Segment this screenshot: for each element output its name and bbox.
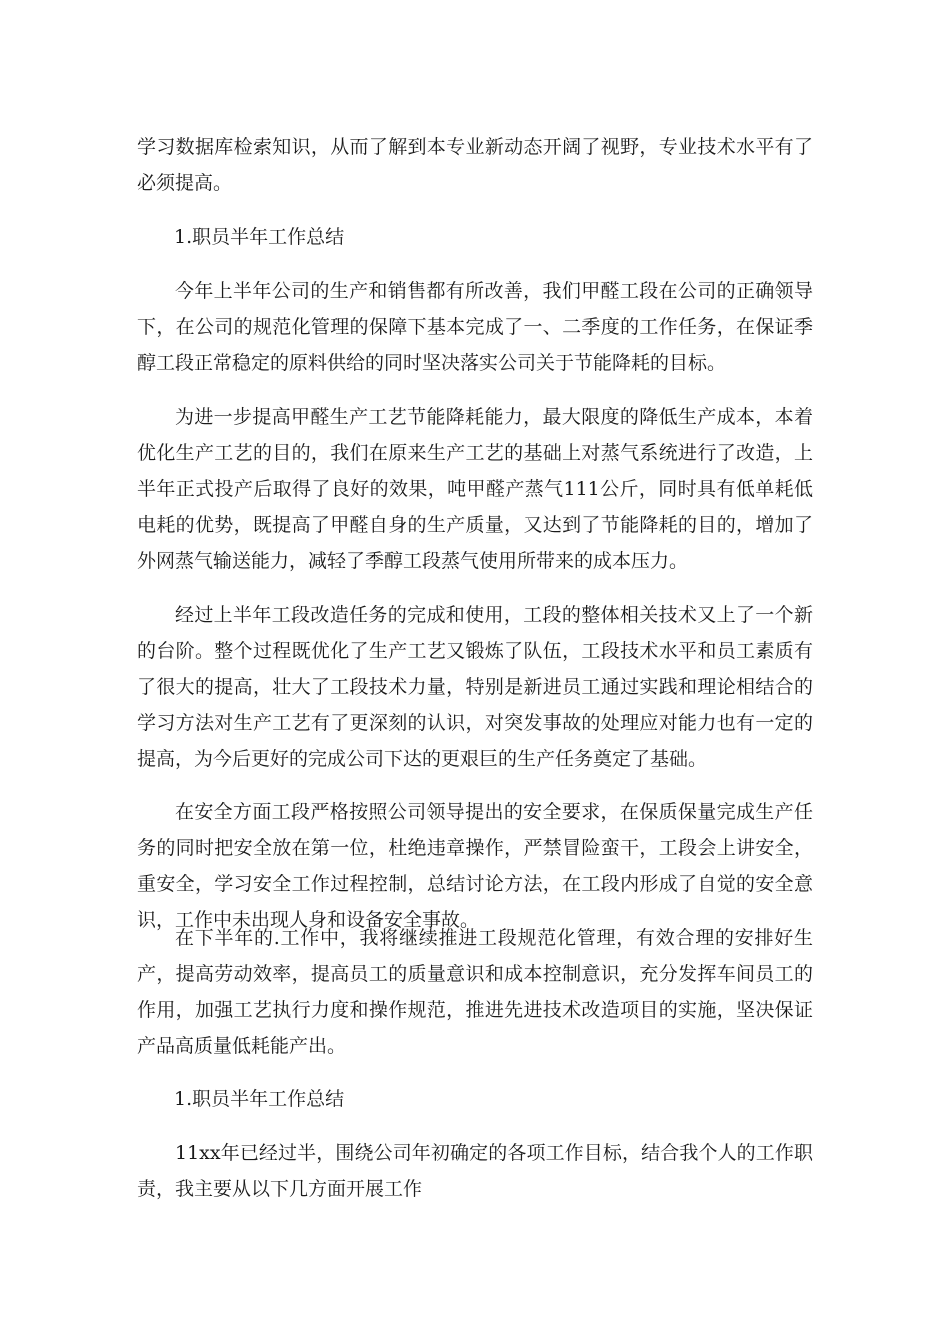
paragraph-5: 在下半年的.工作中，我将继续推进工段规范化管理，有效合理的安排好生产，提高劳动效率，提高员工的质量意识和成本控制意识，充分发挥车间员工的作用，加强工艺执行力度和操作规范，推进先进技术改造项目的实施，坚决保证产品高质量低耗能产出。 [137,927,813,1057]
paragraph-continued: 学习数据库检索知识，从而了解到本专业新动态开阔了视野，专业技术水平有了必须提高。 [137,136,813,194]
paragraph-1: 今年上半年公司的生产和销售都有所改善，我们甲醛工段在公司的正确领导下，在公司的规范化管理的保障下基本完成了一、二季度的工作任务，在保证季醇工段正常稳定的原料供给的同时坚决落实公司关于节能降耗的目标。 [137,280,813,374]
paragraph-3: 经过上半年工段改造任务的完成和使用，工段的整体相关技术又上了一个新的台阶。整个过程既优化了生产工艺又锻炼了队伍，工段技术水平和员工素质有了很大的提高，壮大了工段技术力量，特别是新进员工通过实践和理论相结合的学习方法对生产工艺有了更深刻的认识，对突发事故的处理应对能力也有一定的提高，为今后更好的完成公司下达的更艰巨的生产任务奠定了基础。 [137,604,813,770]
section-heading-1: 1.职员半年工作总结 [174,226,345,248]
section-heading-2: 1.职员半年工作总结 [174,1088,345,1110]
paragraph-6: 11xx年已经过半，围绕公司年初确定的各项工作目标，结合我个人的工作职责，我主要从以下几方面开展工作 [137,1142,813,1200]
paragraph-2: 为进一步提高甲醛生产工艺节能降耗能力，最大限度的降低生产成本，本着优化生产工艺的目的，我们在原来生产工艺的基础上对蒸气系统进行了改造，上半年正式投产后取得了良好的效果，吨甲醛产蒸气111公斤，同时具有低单耗低电耗的优势，既提高了甲醛自身的生产质量，又达到了节能降耗的目的，增加了外网蒸气输送能力，减轻了季醇工段蒸气使用所带来的成本压力。 [137,406,813,572]
paragraph-4: 在安全方面工段严格按照公司领导提出的安全要求，在保质保量完成生产任务的同时把安全放在第一位，杜绝违章操作，严禁冒险蛮干，工段会上讲安全，重安全，学习安全工作过程控制，总结讨论方法，在工段内形成了自觉的安全意识，工作中未出现人身和设备安全事故。 [137,801,813,931]
